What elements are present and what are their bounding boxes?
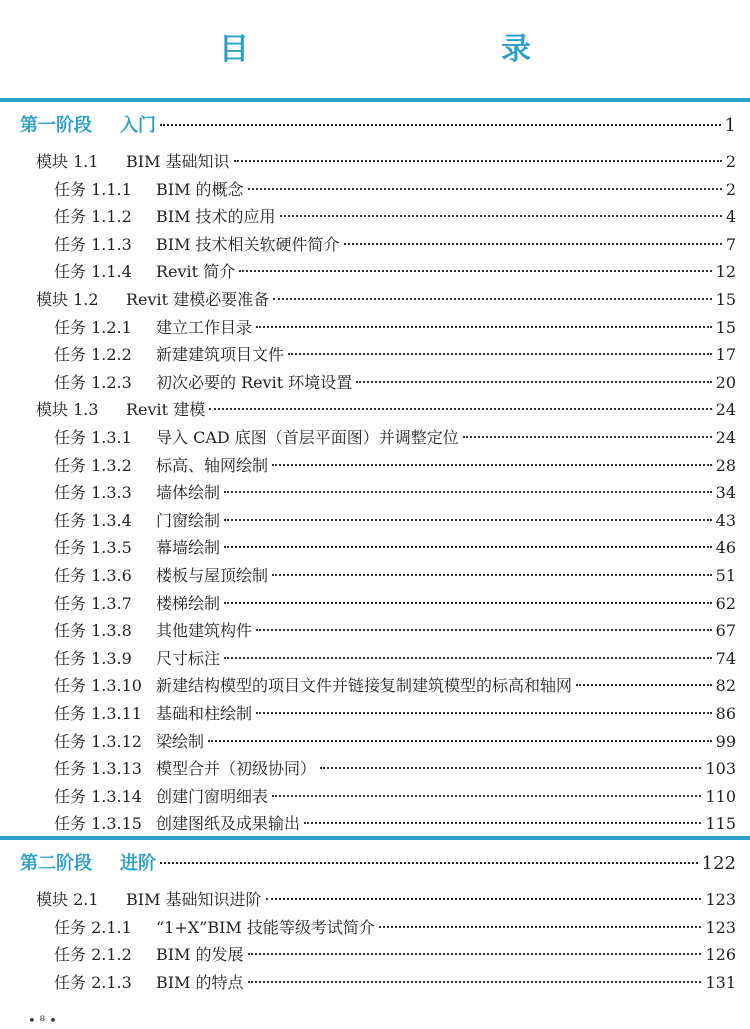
task-number: 任务 1.3.11 bbox=[54, 704, 142, 723]
page-number: 7 bbox=[725, 234, 736, 254]
page-number: 74 bbox=[715, 648, 736, 668]
module-title: BIM 基础知识进阶 bbox=[126, 890, 262, 909]
page-number: 43 bbox=[715, 510, 736, 530]
dot-leader bbox=[256, 629, 712, 631]
page-number: 1 bbox=[724, 115, 736, 136]
module-number: 模块 2.1 bbox=[36, 890, 99, 909]
dot-leader bbox=[239, 270, 711, 272]
task-number: 任务 1.3.9 bbox=[54, 648, 132, 668]
task-title: 尺寸标注 bbox=[156, 648, 221, 668]
module-entry bbox=[0, 396, 750, 424]
task-title: BIM 的概念 bbox=[156, 179, 244, 199]
dot-leader bbox=[280, 215, 722, 217]
task-entry bbox=[0, 452, 750, 480]
dot-leader bbox=[304, 822, 701, 824]
dot-leader bbox=[224, 519, 712, 521]
module-title: BIM 基础知识 bbox=[126, 152, 230, 171]
stage-divider bbox=[0, 98, 750, 102]
dot-leader bbox=[224, 602, 712, 604]
stage-number: 第一阶段 bbox=[20, 115, 92, 136]
dot-leader bbox=[272, 574, 712, 576]
dot-leader bbox=[576, 684, 712, 686]
page-number: 126 bbox=[705, 945, 736, 965]
page-number: 115 bbox=[705, 814, 736, 834]
dot-leader bbox=[256, 712, 712, 714]
task-title: 创建门窗明细表 bbox=[156, 786, 269, 806]
task-number: 任务 1.3.5 bbox=[54, 538, 132, 558]
page-title: 目 录 bbox=[219, 32, 595, 67]
page-number: 15 bbox=[715, 317, 736, 337]
task-number: 任务 1.3.6 bbox=[54, 566, 132, 585]
task-entry bbox=[0, 479, 750, 507]
task-number: 任务 1.3.15 bbox=[54, 814, 142, 834]
dot-leader bbox=[224, 657, 712, 659]
module-title: Revit 建模 bbox=[126, 400, 206, 420]
task-entry bbox=[0, 590, 750, 618]
stage-entry bbox=[0, 112, 750, 140]
task-number: 任务 2.1.3 bbox=[54, 972, 132, 992]
task-number: 任务 1.2.3 bbox=[54, 372, 132, 392]
task-entry bbox=[0, 424, 750, 452]
task-number: 任务 1.1.3 bbox=[54, 234, 132, 254]
task-title: 楼板与屋顶绘制 bbox=[156, 566, 269, 585]
task-number: 任务 2.1.1 bbox=[54, 917, 132, 937]
task-title: Revit 简介 bbox=[156, 262, 236, 282]
dot-leader bbox=[356, 381, 711, 383]
page-number: 28 bbox=[715, 455, 736, 475]
task-entry bbox=[0, 672, 750, 700]
page-number: 17 bbox=[715, 345, 736, 365]
task-number: 任务 1.3.13 bbox=[54, 759, 142, 779]
dot-leader bbox=[248, 188, 722, 190]
dot-leader bbox=[160, 862, 698, 864]
task-title: 新建建筑项目文件 bbox=[156, 345, 285, 365]
task-entry bbox=[0, 203, 750, 231]
task-entry bbox=[0, 700, 750, 728]
task-number: 任务 1.1.4 bbox=[54, 262, 132, 282]
stage-number: 第二阶段 bbox=[20, 853, 92, 874]
task-entry bbox=[0, 341, 750, 369]
task-entry bbox=[0, 969, 750, 997]
task-number: 任务 2.1.2 bbox=[54, 945, 132, 965]
task-entry bbox=[0, 176, 750, 204]
dot-leader bbox=[320, 767, 701, 769]
task-title: 初次必要的 Revit 环境设置 bbox=[156, 372, 353, 392]
task-entry bbox=[0, 231, 750, 259]
page-number: 86 bbox=[715, 704, 736, 723]
dot-leader bbox=[379, 926, 702, 928]
dot-leader bbox=[272, 795, 701, 797]
page-number: 24 bbox=[715, 428, 736, 447]
page-number: 12 bbox=[715, 262, 736, 282]
task-entry bbox=[0, 617, 750, 645]
task-entry bbox=[0, 507, 750, 535]
dot-leader bbox=[463, 436, 712, 438]
task-title: 标高、轴网绘制 bbox=[156, 455, 269, 475]
task-number: 任务 1.2.2 bbox=[54, 345, 132, 365]
task-title: BIM 的特点 bbox=[156, 972, 244, 992]
task-number: 任务 1.2.1 bbox=[54, 317, 132, 337]
task-title: “1+X”BIM 技能等级考试简介 bbox=[156, 917, 375, 937]
dot-leader bbox=[234, 160, 722, 162]
stage-title: 进阶 bbox=[120, 853, 156, 874]
page-number: 24 bbox=[715, 400, 736, 420]
dot-leader bbox=[224, 491, 712, 493]
dot-leader bbox=[272, 464, 712, 466]
task-entry bbox=[0, 562, 750, 590]
page-number: 82 bbox=[715, 676, 736, 696]
task-number: 任务 1.3.3 bbox=[54, 483, 132, 503]
page-number: 110 bbox=[705, 786, 736, 806]
task-number: 任务 1.3.7 bbox=[54, 593, 132, 613]
dot-leader bbox=[224, 546, 712, 548]
stage-divider bbox=[0, 836, 750, 840]
task-entry bbox=[0, 728, 750, 756]
task-title: 墙体绘制 bbox=[156, 483, 221, 503]
module-number: 模块 1.1 bbox=[36, 152, 99, 171]
dot-leader bbox=[266, 898, 702, 900]
page-number: 67 bbox=[715, 621, 736, 641]
module-entry bbox=[0, 886, 750, 914]
page-number: 131 bbox=[705, 972, 736, 992]
task-title: 导入 CAD 底图（首层平面图）并调整定位 bbox=[156, 428, 459, 447]
dot-leader bbox=[248, 981, 702, 983]
task-number: 任务 1.3.4 bbox=[54, 510, 132, 530]
task-number: 任务 1.3.8 bbox=[54, 621, 132, 641]
page-number: 123 bbox=[705, 917, 736, 937]
module-title: Revit 建模必要准备 bbox=[126, 290, 270, 309]
task-title: 基础和柱绘制 bbox=[156, 704, 253, 723]
task-title: BIM 的发展 bbox=[156, 945, 244, 965]
task-entry bbox=[0, 783, 750, 811]
dot-leader bbox=[256, 326, 712, 328]
task-entry bbox=[0, 941, 750, 969]
page-number: 4 bbox=[725, 207, 736, 227]
page-number: 62 bbox=[715, 593, 736, 613]
task-title: BIM 技术相关软硬件简介 bbox=[156, 234, 340, 254]
stage-entry bbox=[0, 850, 750, 878]
dot-leader bbox=[160, 124, 721, 126]
task-title: 其他建筑构件 bbox=[156, 621, 253, 641]
dot-leader bbox=[344, 243, 722, 245]
task-title: 幕墙绘制 bbox=[156, 538, 221, 558]
task-title: 门窗绘制 bbox=[156, 510, 221, 530]
task-title: 梁绘制 bbox=[156, 731, 205, 751]
module-entry bbox=[0, 148, 750, 176]
task-title: 新建结构模型的项目文件并链接复制建筑模型的标高和轴网 bbox=[156, 676, 573, 696]
page-number: 99 bbox=[715, 731, 736, 751]
page-number: 103 bbox=[705, 759, 736, 779]
page-number: 20 bbox=[715, 372, 736, 392]
task-number: 任务 1.3.10 bbox=[54, 676, 142, 696]
task-number: 任务 1.3.2 bbox=[54, 455, 132, 475]
dot-leader bbox=[209, 408, 711, 410]
task-title: 楼梯绘制 bbox=[156, 593, 221, 613]
page-number: 15 bbox=[715, 290, 736, 309]
page-number: 2 bbox=[725, 152, 736, 171]
task-number: 任务 1.3.12 bbox=[54, 731, 142, 751]
module-number: 模块 1.3 bbox=[36, 400, 99, 420]
module-entry bbox=[0, 286, 750, 314]
task-entry bbox=[0, 258, 750, 286]
page-number-mark: • ⁸ • bbox=[28, 1014, 57, 1029]
task-title: 建立工作目录 bbox=[156, 317, 253, 337]
stage-title: 入门 bbox=[120, 115, 156, 136]
module-number: 模块 1.2 bbox=[36, 290, 99, 309]
page-number: 122 bbox=[701, 853, 736, 874]
page-number: 34 bbox=[715, 483, 736, 503]
task-title: BIM 技术的应用 bbox=[156, 207, 276, 227]
page-number: 2 bbox=[725, 179, 736, 199]
task-entry bbox=[0, 369, 750, 397]
task-entry bbox=[0, 645, 750, 673]
page-number: 46 bbox=[715, 538, 736, 558]
task-entry bbox=[0, 534, 750, 562]
task-number: 任务 1.3.14 bbox=[54, 786, 142, 806]
task-number: 任务 1.1.1 bbox=[54, 179, 132, 199]
page-number: 51 bbox=[715, 566, 736, 585]
dot-leader bbox=[208, 740, 712, 742]
task-entry bbox=[0, 755, 750, 783]
dot-leader bbox=[288, 353, 712, 355]
task-title: 创建图纸及成果输出 bbox=[156, 814, 301, 834]
task-entry bbox=[0, 314, 750, 342]
dot-leader bbox=[273, 298, 711, 300]
dot-leader bbox=[248, 953, 702, 955]
task-title: 模型合并（初级协同） bbox=[156, 759, 317, 779]
task-entry bbox=[0, 810, 750, 838]
task-entry bbox=[0, 914, 750, 942]
task-number: 任务 1.3.1 bbox=[54, 428, 132, 447]
task-number: 任务 1.1.2 bbox=[54, 207, 132, 227]
page-number: 123 bbox=[705, 890, 736, 909]
